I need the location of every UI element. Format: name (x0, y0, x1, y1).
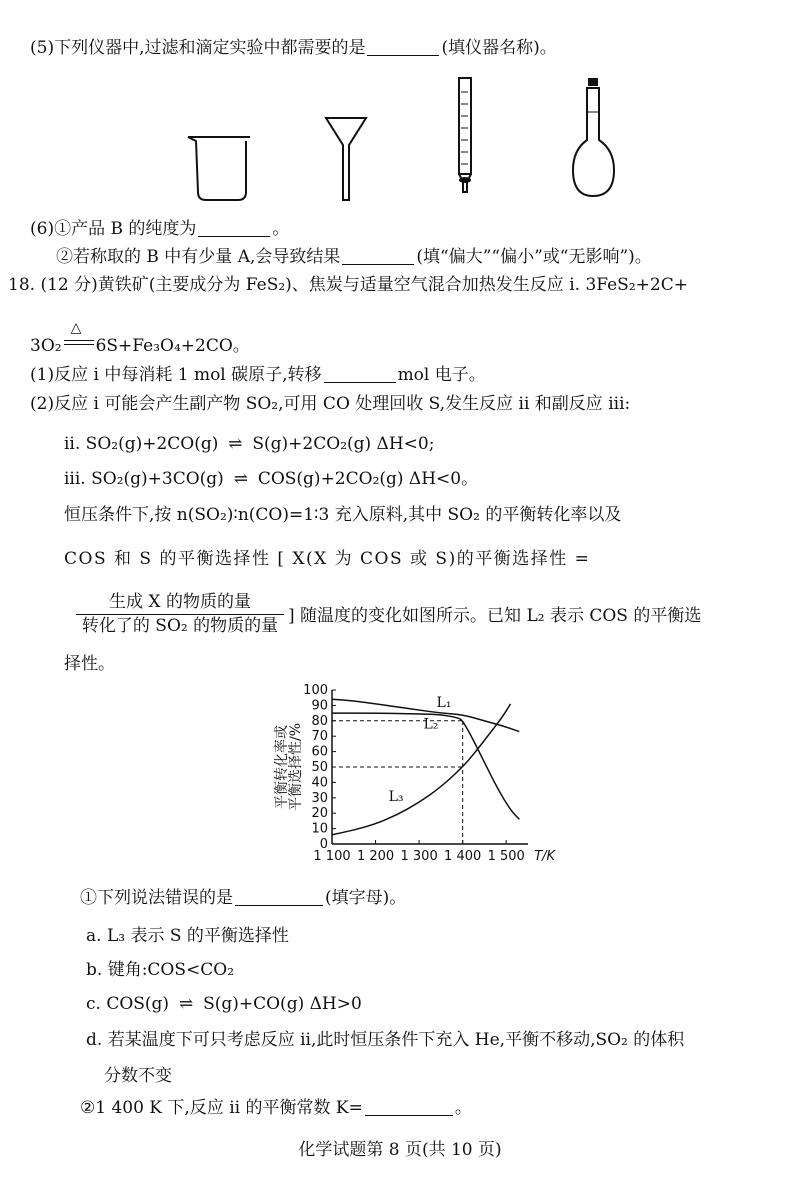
y-tick-label: 80 (311, 713, 328, 729)
reaction-iii: iii. SO₂(g)+3CO(g) ⇌ COS(g)+2CO₂(g) ΔH<0。 (64, 469, 479, 489)
answer-blank[interactable] (342, 246, 414, 265)
answer-blank[interactable] (324, 364, 396, 383)
y-tick-label: 90 (311, 698, 328, 714)
series-label: L₃ (388, 788, 404, 805)
subq2: ②1 400 K 下,反应 ii 的平衡常数 K= 。 (80, 1098, 472, 1118)
equilibrium-arrow-icon: ⇌ (178, 994, 194, 1014)
fraction-denominator: 转化了的 SO₂ 的物质的量 (81, 616, 279, 636)
reaction-ii: ii. SO₂(g)+2CO(g) ⇌ S(g)+2CO₂(g) ΔH<0; (64, 434, 435, 454)
answer-blank[interactable] (198, 218, 270, 237)
x-tick-label: 1 300 (400, 849, 438, 864)
series-line (332, 704, 511, 835)
y-tick-label: 70 (311, 729, 328, 745)
y-axis-label: 平衡转化率或 (274, 725, 290, 809)
funnel-icon (326, 118, 366, 200)
y-tick-label: 0 (319, 837, 328, 852)
volumetric-flask-icon (573, 78, 614, 196)
y-tick-label: 40 (311, 775, 328, 791)
series-label: L₂ (423, 716, 439, 733)
page-footer: 化学试题第 8 页(共 10 页) (298, 1140, 502, 1160)
option-d-line2: 分数不变 (104, 1066, 172, 1086)
y-tick-label: 100 (303, 683, 328, 698)
condition-line1: 恒压条件下,按 n(SO₂)∶n(CO)=1∶3 充入原料,其中 SO₂ 的平衡转化率以及 (64, 505, 622, 525)
q5-text: (5)下列仪器中,过滤和滴定实验中都需要的是 (填仪器名称)。 (30, 38, 557, 58)
x-tick-label: 1 400 (444, 849, 482, 864)
x-tick-label: 1 100 (313, 849, 351, 864)
fraction-numerator: 生成 X 的物质的量 (76, 592, 284, 615)
equilibrium-arrow-icon: ⇌ (228, 434, 243, 454)
condition-line4: 择性。 (64, 654, 115, 674)
answer-blank[interactable] (365, 1097, 453, 1116)
q18-part2-intro: (2)反应 i 可能会产生副产物 SO₂,可用 CO 处理回收 S,发生反应 ii 和副反应 iii: (30, 394, 631, 414)
series-label: L₁ (436, 694, 452, 711)
option-b: b. 键角:COS<CO₂ (86, 960, 235, 980)
x-tick-label: 1 200 (356, 849, 395, 864)
equilibrium-arrow-icon: ⇌ (233, 469, 248, 489)
fraction (76, 592, 284, 637)
y-tick-label: 50 (311, 760, 328, 775)
condition-line3: ] 随温度的变化如图所示。已知 L₂ 表示 COS 的平衡选 (288, 606, 702, 626)
apparatus-row (0, 0, 800, 220)
subq1: ①下列说法错误的是 (填字母)。 (80, 888, 407, 908)
x-axis-label: T/K (534, 849, 556, 864)
x-tick-label: 1 500 (487, 849, 525, 864)
y-tick-label: 20 (311, 806, 328, 822)
answer-blank[interactable] (235, 887, 323, 906)
equilibrium-chart (260, 678, 560, 878)
y-tick-label: 10 (311, 821, 328, 837)
y-axis-label: 平衡选择性/% (288, 722, 304, 812)
option-d-line1: d. 若某温度下可只考虑反应 ii,此时恒压条件下充入 He,平衡不移动,SO₂ 的体积 (86, 1030, 685, 1050)
q6-line2: ②若称取的 B 中有少量 A,会导致结果 (填“偏大”“偏小”或“无影响”)。 (56, 247, 652, 267)
q6-line1: (6)①产品 B 的纯度为 。 (30, 219, 290, 239)
y-tick-label: 30 (311, 790, 328, 806)
option-c: c. COS(g) ⇌ S(g)+CO(g) ΔH>0 (86, 994, 362, 1014)
y-tick-label: 60 (311, 744, 328, 760)
q18-part1: (1)反应 i 中每消耗 1 mol 碳原子,转移 mol 电子。 (30, 365, 486, 385)
heat-arrow: △ (62, 334, 96, 354)
beaker-icon (188, 137, 250, 200)
reaction-i-line2: 3O₂ △ 6S+Fe₃O₄+2CO。 (30, 320, 250, 356)
q18-intro: 18. (12 分)黄铁矿(主要成分为 FeS₂)、焦炭与适量空气混合加热发生反应 i. 3FeS₂+2C+ (8, 275, 688, 295)
condition-line2: COS 和 S 的平衡选择性 [ X(X 为 COS 或 S)的平衡选择性 = (64, 549, 591, 569)
option-a: a. L₃ 表示 S 的平衡选择性 (86, 926, 289, 946)
burette-icon (459, 78, 471, 192)
